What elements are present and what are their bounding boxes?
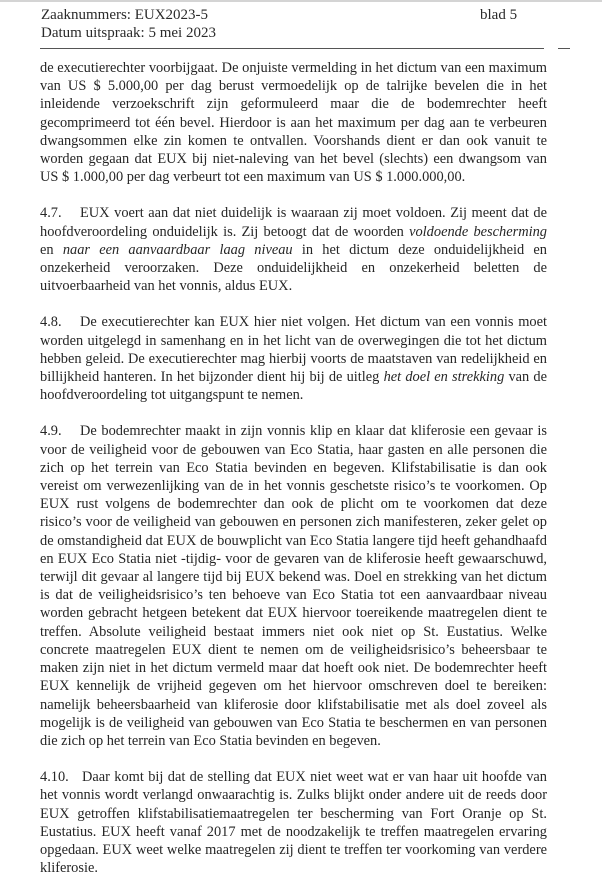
emphasized-text: het doel en strekking: [383, 369, 505, 386]
paragraph-text: Daar komt bij dat de stelling dat EUX niet weet wat er van haar uit hoofde van het vonnis wordt verlangd onwaarachtig is. Zulks blijkt onder andere uit de reeds door EUX getroffen klifstabilisatiemaatregelen ter bescherming van Fort Oranje op St. Eustatius. EUX heeft vanaf 2017 met de noodzakelijk te treffen maatregelen ervaring opgedaan. EUX weet welke maatregelen zij dient te treffen ter voorkoming van verdere kliferosie.: [40, 769, 547, 877]
paragraph-text: van de hoofdveroordeling tot uitgangspunt te nemen.: [40, 369, 548, 404]
paragraph-4-8: [40, 313, 547, 404]
document-body: [40, 59, 547, 895]
page-header: [41, 6, 541, 42]
emphasized-text: voldoende bescherming: [409, 223, 547, 240]
paragraph-number: 4.9.: [40, 423, 62, 440]
paragraph-text: De bodemrechter maakt in zijn vonnis klip en klaar dat kliferosie een gevaar is voor de veiligheid voor de gebouwen van Eco Statia, haar gasten en alle personen die zich op het terrein van Eco Statia bevinden en begeven. Klifstabilisatie is dan ook vereist om verwezenlijking van de in het vonnis geschetste risico’s te voorkomen. Op EUX rust volgens de bodemrechter dan ook de plicht om te voorkomen dat deze risico’s voor de veiligheid van gebouwen en personen zich manifesteren, zeker gelet op de omstandigheid dat EUX de bouwplicht van Eco Statia langere tijd heeft gehandhaafd en EUX Eco Statia niet -tijdig- voor de gevaren van de kliferosie heeft gewaarschuwd, terwijl dit gevaar al langere tijd bij EUX bekend was. Doel en strekking van het dictum is dat de veiligheidsrisico’s ten behoeve van Eco Statia tot een aanvaardbaar niveau worden gebracht hetgeen betekent dat EUX hiervoor toereikende maatregelen dient te treffen. Absolute veiligheid bestaat immers niet ook niet op St. Eustatius. Welke concrete maatregelen EUX dient te nemen om de veiligheidsrisico’s beheersbaar te maken zijn niet in het dictum vermeld maar dat hoeft ook niet. De bodemrechter heeft EUX kennelijk de vrijheid gegeven om het hiervoor omschreven doel te bereiken: namelijk beheersbaarheid van kliferosie door klifstabilisatie met als doel zoveel als mogelijk is de veiligheid van gebouwen van Eco Statia te beschermen en van personen die zich op het terrein van Eco Statia bevinden en begeven.: [40, 423, 547, 749]
paragraph-number: 4.10.: [40, 769, 69, 786]
paragraph-4-7: [40, 204, 547, 295]
header-divider: [40, 48, 544, 49]
paragraph-text: De executierechter kan EUX hier niet volgen. Het dictum van een vonnis moet worden uitgelegd in samenhang en in het licht van de overwegingen die tot het dictum hebben geleid. De executierechter mag hierbij voorts de maatstaven van redelijkheid en billijkheid hanteren. In het bijzonder dient hij bij de uitleg: [40, 314, 547, 386]
paragraph-text: en: [40, 241, 63, 258]
paragraph-text: in het dictum deze onduidelijkheid en onzekerheid veroorzaken. Deze onduidelijkheid en onzekerheid beletten de uitvoerbaarheid van het vonnis, aldus EUX.: [40, 241, 547, 295]
page-number: blad 5: [480, 7, 518, 23]
paragraph-text: EUX voert aan dat niet duidelijk is waaraan zij moet voldoen. Zij meent dat de hoofdveroordeling onduidelijk is. Zij betoogt dat de woorden: [40, 205, 547, 240]
header-divider-dash: [558, 48, 570, 49]
emphasized-text: naar een aanvaardbaar laag niveau: [62, 241, 293, 258]
viewer-top-border: [0, 0, 602, 2]
decision-date: Datum uitspraak: 5 mei 2023: [41, 25, 216, 41]
paragraph-number: 4.8.: [40, 314, 62, 331]
paragraph-number: 4.7.: [40, 205, 62, 222]
paragraph-4-9: [40, 422, 547, 750]
case-number: Zaaknummers: EUX2023-5: [41, 7, 209, 23]
paragraph-continued: [40, 59, 547, 186]
paragraph-text: de executierechter voorbijgaat. De onjuiste vermelding in het dictum van een maximum van US $ 5.000,00 per dag berust vermoedelijk op de talrijke bevelen die in het inleidende verzoekschrift zijn geformuleerd maar die de bodemrechter heeft gecomprimeerd tot één bevel. Hierdoor is aan het maximum per dag aan te verbeuren dwangsommen elke zin komen te ontvallen. Voorshands dient er dan ook vanuit te worden gegaan dat EUX bij niet-naleving van het bevel (slechts) een dwangsom van US $ 1.000,00 per dag verbeurt tot een maximum van US $ 1.000.000,00.: [40, 60, 547, 186]
